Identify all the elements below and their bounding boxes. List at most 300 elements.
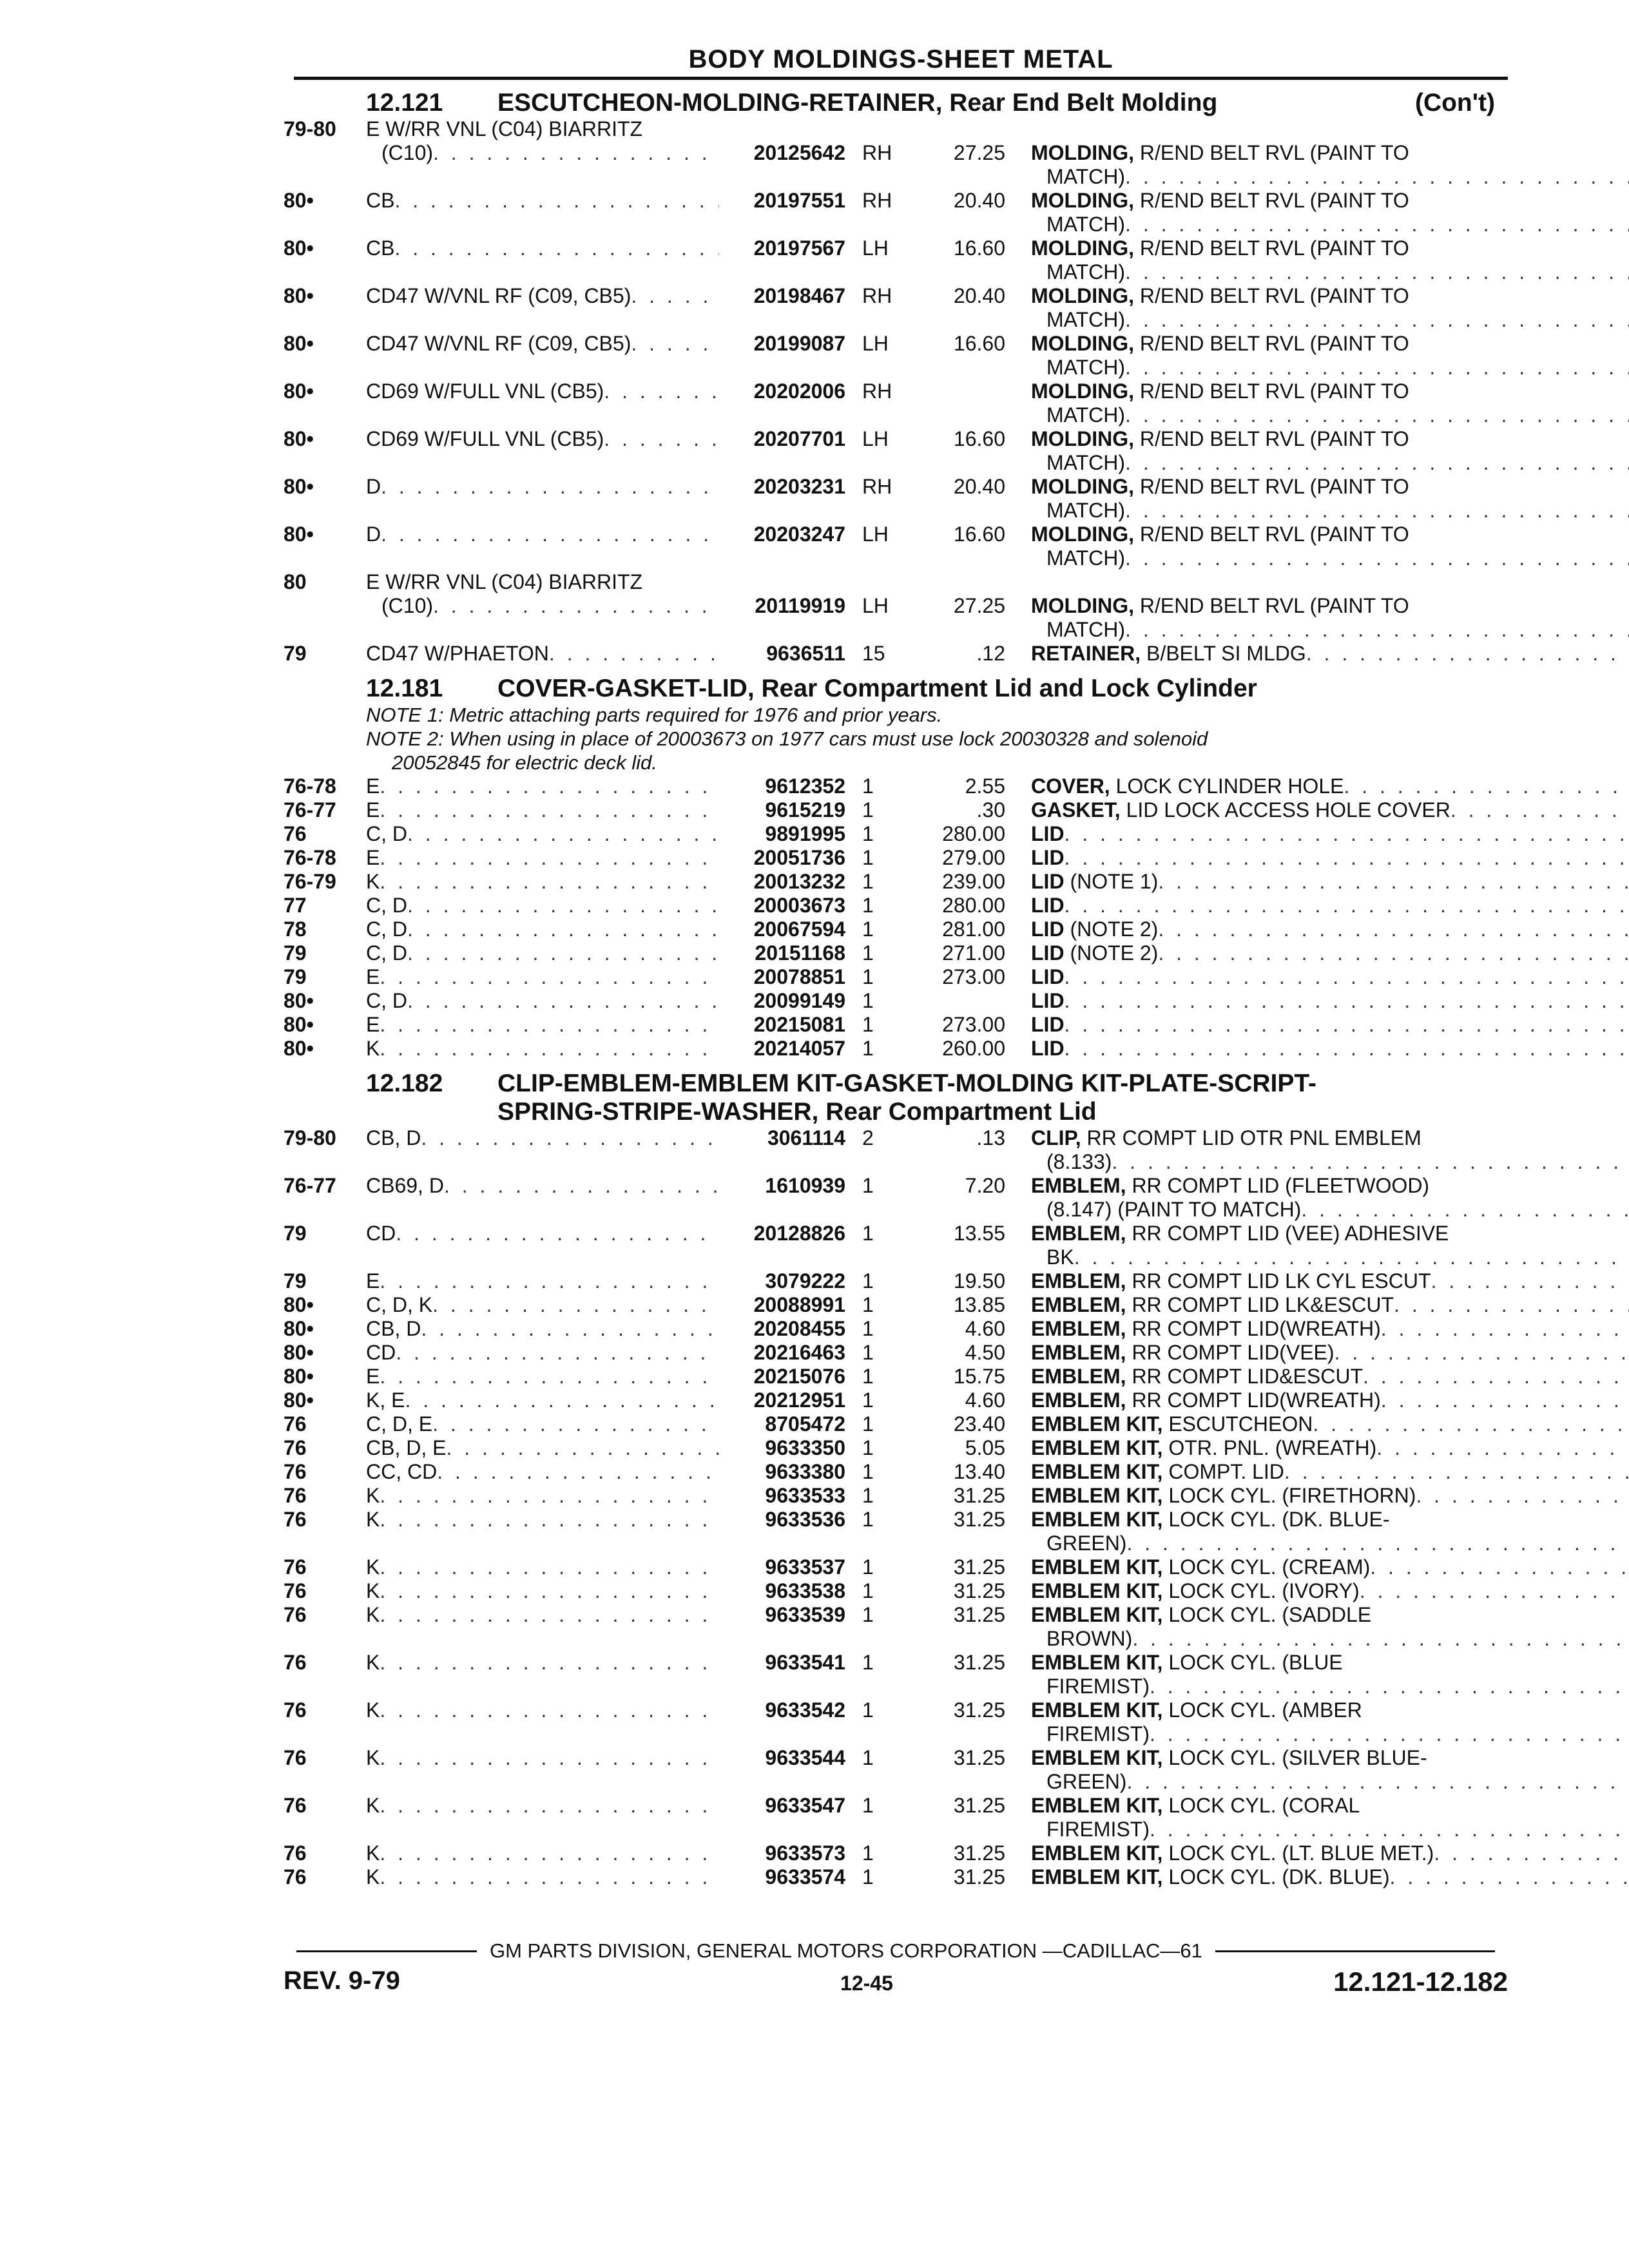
description-keyword: MOLDING,: [1031, 141, 1134, 164]
description-text: (NOTE 1): [1070, 870, 1159, 893]
description-text-group: [1031, 1841, 1434, 1865]
year-cell: 80•: [284, 1365, 314, 1388]
description-line: [1031, 1818, 1629, 1841]
description-text-group: [1046, 1245, 1074, 1269]
description-keyword: EMBLEM,: [1031, 1293, 1126, 1316]
leader-dots: [1363, 1365, 1629, 1389]
leader-dots: [1394, 1293, 1629, 1317]
description-text-group: [1031, 1579, 1360, 1603]
leader-dots: [1125, 499, 1629, 523]
leader-dots: [1158, 918, 1629, 941]
model-text: C, D: [366, 989, 407, 1012]
model-cell: [366, 1412, 719, 1436]
year-cell: 77: [284, 894, 307, 917]
model-cell: [366, 1269, 719, 1293]
price-cell: 31.25: [953, 1651, 1005, 1674]
model-text: D: [366, 475, 381, 498]
description-line: [1031, 356, 1629, 380]
description-cell: [1005, 798, 1629, 822]
model-line: [366, 1412, 719, 1436]
model-text: CD47 W/VNL RF (C09, CB5): [366, 284, 631, 307]
model-cell: [366, 523, 719, 546]
model-text: K: [366, 1603, 380, 1626]
qty-cell: 1: [862, 1698, 874, 1722]
footer-rule-left: [296, 1950, 477, 1952]
model-line: [366, 1841, 719, 1865]
description-cell: [1005, 1698, 1629, 1746]
price-cell: 19.50: [953, 1269, 1005, 1293]
description-text-group: [1046, 1532, 1126, 1555]
description-keyword: EMBLEM,: [1031, 1341, 1126, 1364]
leader-dots: [1344, 774, 1629, 798]
part-number-cell: 9633536: [765, 1508, 845, 1531]
description-line: [1031, 965, 1629, 989]
price-cell: 4.50: [965, 1341, 1005, 1364]
model-line: [366, 141, 719, 165]
part-number-cell: 20128826: [753, 1222, 845, 1245]
description-cell: [1005, 1603, 1629, 1651]
model-cell: [366, 1341, 719, 1365]
description-cell: [1005, 774, 1629, 798]
model-cell: [366, 1222, 719, 1245]
price-cell: 16.60: [953, 523, 1005, 546]
description-text: LOCK CYL. (CREAM): [1168, 1555, 1371, 1579]
price-cell: 20.40: [953, 475, 1005, 498]
part-number-cell: 20119919: [755, 594, 845, 617]
part-number-cell: 20125642: [753, 141, 845, 164]
year-cell: 80•: [284, 989, 314, 1012]
description-keyword: LID: [1031, 894, 1065, 917]
leader-dots: [1112, 1150, 1629, 1174]
description-text: LOCK CYLINDER HOLE: [1115, 774, 1344, 798]
leader-dots: [1370, 1555, 1629, 1579]
model-line: [366, 332, 719, 356]
description-keyword: EMBLEM KIT,: [1031, 1412, 1163, 1436]
description-text: LOCK CYL. (IVORY): [1168, 1579, 1360, 1602]
section-heading: [497, 1070, 1508, 1126]
description-text: RR COMPT LID(WREATH): [1132, 1317, 1381, 1340]
description-line: [1031, 427, 1629, 451]
leader-dots: [380, 965, 719, 989]
description-text: RR COMPT LID&ESCUT: [1132, 1365, 1363, 1388]
description-keyword: EMBLEM,: [1031, 1317, 1126, 1340]
part-number-cell: 9633537: [765, 1555, 845, 1579]
description-text: (NOTE 2): [1070, 941, 1159, 965]
qty-cell: 1: [862, 1651, 874, 1674]
description-text-group: [1031, 236, 1409, 260]
description-line: [1031, 1675, 1629, 1698]
description-text: R/END BELT RVL (PAINT TO: [1139, 427, 1409, 450]
leader-dots: [1074, 1245, 1629, 1269]
year-cell: 79-80: [284, 1126, 336, 1149]
part-number-cell: 20214057: [753, 1037, 845, 1060]
description-keyword: MOLDING,: [1031, 380, 1134, 403]
description-text: R/END BELT RVL (PAINT TO: [1139, 523, 1409, 546]
section-number: 12.121: [366, 89, 443, 117]
model-line: [366, 774, 719, 798]
leader-dots: [1381, 1317, 1629, 1341]
description-text: R/END BELT RVL (PAINT TO: [1139, 380, 1409, 403]
description-cell: [1005, 427, 1629, 475]
model-text: C, D, K: [366, 1293, 433, 1316]
model-cell: [366, 284, 719, 308]
description-cell: [1005, 1389, 1629, 1412]
model-cell: [366, 1555, 719, 1579]
model-cell: [366, 380, 719, 403]
description-cell: [1005, 870, 1629, 894]
model-cell: [366, 1460, 719, 1484]
price-cell: 31.25: [953, 1865, 1005, 1888]
description-text-group: [1031, 1174, 1429, 1198]
description-text-group: [1031, 189, 1409, 213]
section-title: [284, 89, 1508, 117]
parts-row: [284, 380, 1508, 427]
model-line: [366, 822, 719, 846]
part-number-cell: 20051736: [753, 846, 845, 869]
description-cell: [1005, 284, 1629, 332]
description-text-group: [1046, 356, 1125, 380]
leader-dots: [1125, 451, 1629, 475]
price-cell: 2.55: [965, 774, 1005, 798]
description-keyword: LID: [1031, 918, 1065, 941]
description-cell: [1005, 117, 1629, 189]
description-text: RR COMPT LID(VEE): [1132, 1341, 1335, 1364]
description-line: [1031, 1555, 1629, 1579]
description-text: R/END BELT RVL (PAINT TO: [1139, 475, 1409, 498]
description-line: [1031, 1722, 1629, 1746]
price-cell: 273.00: [942, 965, 1005, 988]
description-text-group: [1031, 1317, 1381, 1341]
description-text: MATCH): [1046, 356, 1126, 379]
description-cell: [1005, 1365, 1629, 1389]
model-text: K: [366, 1651, 380, 1674]
price-cell: 271.00: [942, 941, 1005, 965]
parts-row: [284, 1555, 1508, 1579]
model-text: K: [366, 1555, 380, 1579]
model-line: [366, 1603, 719, 1627]
part-number-cell: 3079222: [765, 1269, 845, 1293]
year-cell: 80•: [284, 1341, 314, 1364]
model-line: [366, 1579, 719, 1603]
qty-cell: 1: [862, 1603, 874, 1626]
parts-row: [284, 894, 1508, 918]
year-cell: 80•: [284, 1317, 314, 1340]
model-line: [366, 1698, 719, 1722]
description-text-group: [1031, 380, 1409, 403]
qty-cell: RH: [862, 189, 892, 212]
qty-cell: RH: [862, 380, 892, 403]
parts-row: [284, 1037, 1508, 1061]
model-cell: [366, 1037, 719, 1061]
description-keyword: MOLDING,: [1031, 427, 1134, 450]
description-cell: [1005, 989, 1629, 1013]
description-text-group: [1031, 1484, 1416, 1508]
description-text-group: [1031, 1013, 1065, 1037]
parts-row: [284, 284, 1508, 332]
price-cell: 31.25: [953, 1698, 1005, 1722]
leader-dots: [1150, 1675, 1629, 1698]
description-text-group: [1046, 1818, 1150, 1841]
description-text: LOCK CYL. (SILVER BLUE-: [1168, 1746, 1427, 1769]
model-cell: [366, 965, 719, 989]
description-cell: [1005, 1174, 1629, 1222]
description-line: [1031, 798, 1629, 822]
leader-dots: [421, 1317, 719, 1341]
part-number-cell: 20203231: [753, 475, 845, 498]
description-text-group: [1031, 1365, 1363, 1389]
leader-dots: [380, 1484, 719, 1508]
year-cell: 76: [284, 1603, 307, 1626]
parts-row: [284, 332, 1508, 380]
description-keyword: LID: [1031, 1013, 1065, 1036]
description-text: B/BELT SI MLDG: [1146, 642, 1306, 665]
year-cell: 80•: [284, 189, 314, 212]
year-cell: 76: [284, 1794, 307, 1817]
model-line: [366, 380, 719, 403]
model-text: K: [366, 1746, 380, 1769]
description-keyword: LID: [1031, 846, 1065, 869]
model-line: [366, 1317, 719, 1341]
leader-dots: [432, 1293, 719, 1317]
model-text: K: [366, 870, 380, 893]
qty-cell: 1: [862, 918, 874, 941]
description-keyword: COVER,: [1031, 774, 1110, 798]
description-cell: [1005, 1865, 1629, 1889]
parts-row: [284, 189, 1508, 236]
description-keyword: LID: [1031, 965, 1065, 988]
description-line: [1031, 213, 1629, 236]
model-line: [366, 475, 719, 499]
description-text-group: [1046, 403, 1125, 427]
description-line: [1031, 475, 1629, 499]
part-number-cell: 20203247: [753, 523, 845, 546]
description-cell: [1005, 1579, 1629, 1603]
leader-dots: [396, 1222, 719, 1245]
parts-row: [284, 236, 1508, 284]
description-text-group: [1046, 1198, 1301, 1222]
leader-dots: [1065, 989, 1629, 1013]
parts-row: [284, 1651, 1508, 1698]
model-cell: [366, 941, 719, 965]
model-line: [366, 965, 719, 989]
leader-dots: [407, 918, 719, 941]
year-cell: 80•: [284, 1013, 314, 1036]
section-number: 12.182: [366, 1070, 443, 1097]
description-text: BK: [1046, 1245, 1074, 1269]
parts-row: [284, 941, 1508, 965]
description-cell: [1005, 1412, 1629, 1436]
leader-dots: [1065, 894, 1629, 918]
leader-dots: [380, 1865, 719, 1889]
leader-dots: [380, 846, 719, 870]
leader-dots: [407, 894, 719, 918]
model-cell: [366, 475, 719, 499]
description-text-group: [1046, 1150, 1112, 1174]
qty-cell: 1: [862, 1293, 874, 1316]
leader-dots: [1126, 1770, 1629, 1794]
description-text: ESCUTCHEON: [1168, 1412, 1313, 1436]
description-line: [1031, 642, 1629, 666]
model-line: [366, 427, 719, 451]
leader-dots: [604, 427, 719, 451]
description-text: LID LOCK ACCESS HOLE COVER: [1126, 798, 1451, 822]
parts-row: [284, 918, 1508, 941]
description-text-group: [1031, 965, 1065, 989]
description-cell: [1005, 1037, 1629, 1061]
description-text: RR COMPT LID OTR PNL EMBLEM: [1086, 1126, 1422, 1149]
leader-dots: [380, 1365, 719, 1389]
leader-dots: [1150, 1818, 1629, 1841]
parts-row: [284, 1389, 1508, 1412]
description-cell: [1005, 1508, 1629, 1555]
description-text: OTR. PNL. (WREATH): [1168, 1436, 1377, 1459]
part-number-cell: 3061114: [767, 1126, 845, 1149]
description-text: RR COMPT LID LK CYL ESCUT: [1132, 1269, 1431, 1293]
leader-dots: [1335, 1341, 1629, 1365]
model-cell: [366, 989, 719, 1013]
description-keyword: RETAINER,: [1031, 642, 1141, 665]
qty-cell: LH: [862, 427, 889, 450]
price-cell: 31.25: [953, 1555, 1005, 1579]
qty-cell: 1: [862, 1746, 874, 1769]
model-cell: [366, 1794, 719, 1818]
page-footer: [284, 1939, 1508, 1997]
leader-dots: [1306, 642, 1629, 666]
description-line: [1031, 284, 1629, 308]
description-line: [1031, 141, 1629, 165]
description-cell: [1005, 1555, 1629, 1579]
parts-row: [284, 1794, 1508, 1841]
description-text-group: [1031, 846, 1065, 870]
leader-dots: [380, 774, 719, 798]
description-line: [1031, 1508, 1629, 1532]
description-keyword: MOLDING,: [1031, 189, 1134, 212]
description-line: [1031, 1198, 1629, 1222]
qty-cell: 15: [862, 642, 885, 665]
description-text-group: [1031, 1508, 1390, 1532]
parts-row: [284, 1013, 1508, 1037]
description-text-group: [1031, 1126, 1422, 1150]
description-cell: [1005, 1222, 1629, 1269]
price-cell: 281.00: [942, 918, 1005, 941]
description-text-group: [1031, 870, 1158, 894]
part-number-cell: 9633380: [765, 1460, 845, 1483]
leader-dots: [407, 989, 719, 1013]
model-line: [366, 1436, 719, 1460]
description-line: [1031, 308, 1629, 332]
parts-row: [284, 1579, 1508, 1603]
qty-cell: 1: [862, 1389, 874, 1412]
model-text: CD69 W/FULL VNL (CB5): [366, 427, 604, 450]
description-text-group: [1031, 918, 1158, 941]
leader-dots: [380, 1651, 719, 1675]
description-text: MATCH): [1046, 451, 1126, 474]
parts-row: [284, 798, 1508, 822]
description-text: LOCK CYL. (FIRETHORN): [1168, 1484, 1416, 1507]
leader-dots: [631, 332, 719, 356]
model-cell: [366, 1603, 719, 1627]
description-text: RR COMPT LID (FLEETWOOD): [1132, 1174, 1430, 1197]
description-cell: [1005, 189, 1629, 236]
part-number-cell: 20078851: [753, 965, 845, 988]
description-text-group: [1031, 1555, 1370, 1579]
description-cell: [1005, 642, 1629, 666]
description-keyword: EMBLEM KIT,: [1031, 1460, 1163, 1483]
description-cell: [1005, 846, 1629, 870]
leader-dots: [380, 1841, 719, 1865]
model-line: [366, 1508, 719, 1532]
qty-cell: LH: [862, 332, 889, 355]
description-cell: [1005, 1436, 1629, 1460]
year-cell: 80•: [284, 332, 314, 355]
description-keyword: EMBLEM,: [1031, 1174, 1126, 1197]
leader-dots: [1125, 213, 1629, 236]
model-cell: [366, 1174, 719, 1198]
price-cell: 13.40: [953, 1460, 1005, 1483]
model-cell: [366, 798, 719, 822]
description-line: [1031, 1174, 1629, 1198]
parts-row: [284, 427, 1508, 475]
model-line: [366, 1126, 719, 1150]
price-cell: 13.85: [953, 1293, 1005, 1316]
model-cell: [366, 846, 719, 870]
price-cell: 239.00: [942, 870, 1005, 893]
leader-dots: [433, 141, 719, 165]
description-line: [1031, 941, 1629, 965]
leader-dots: [1390, 1865, 1629, 1889]
leader-dots: [446, 1436, 719, 1460]
parts-row: [284, 1460, 1508, 1484]
model-text: K: [366, 1484, 380, 1507]
description-cell: [1005, 523, 1629, 570]
model-text: CB69, D: [366, 1174, 444, 1197]
description-text-group: [1031, 798, 1451, 822]
description-text-group: [1031, 475, 1409, 499]
model-cell: [366, 1746, 719, 1770]
description-line: [1031, 1627, 1629, 1651]
leader-dots: [433, 594, 719, 618]
leader-dots: [1125, 165, 1629, 189]
description-text: (8.133): [1046, 1150, 1112, 1173]
parts-row: [284, 774, 1508, 798]
model-cell: [366, 1317, 719, 1341]
leader-dots: [380, 870, 719, 894]
model-text: K: [366, 1508, 380, 1531]
qty-cell: 1: [862, 1222, 874, 1245]
model-text: (C10): [381, 141, 434, 164]
description-line: [1031, 1126, 1629, 1150]
footer-page-number: 12-45: [840, 1972, 893, 1995]
leader-dots: [1158, 870, 1629, 894]
parts-row: [284, 475, 1508, 523]
leader-dots: [1125, 546, 1629, 570]
model-text: E: [366, 1365, 380, 1388]
description-text: LOCK CYL. (SADDLE: [1168, 1603, 1372, 1626]
year-cell: 80•: [284, 1037, 314, 1060]
description-text-group: [1031, 1460, 1284, 1484]
section-heading-line: CLIP-EMBLEM-EMBLEM KIT-GASKET-MOLDING KIT-PLATE-SCRIPT-: [497, 1070, 1317, 1097]
description-text: MATCH): [1046, 618, 1126, 641]
model-text: CD: [366, 1222, 396, 1245]
year-cell: 76: [284, 1698, 307, 1722]
year-cell: 76-77: [284, 798, 336, 822]
model-line: [366, 1222, 719, 1245]
leader-dots: [631, 284, 719, 308]
leader-dots: [1065, 822, 1629, 846]
model-line: [366, 846, 719, 870]
description-line: [1031, 403, 1629, 427]
description-text: MATCH): [1046, 260, 1126, 284]
